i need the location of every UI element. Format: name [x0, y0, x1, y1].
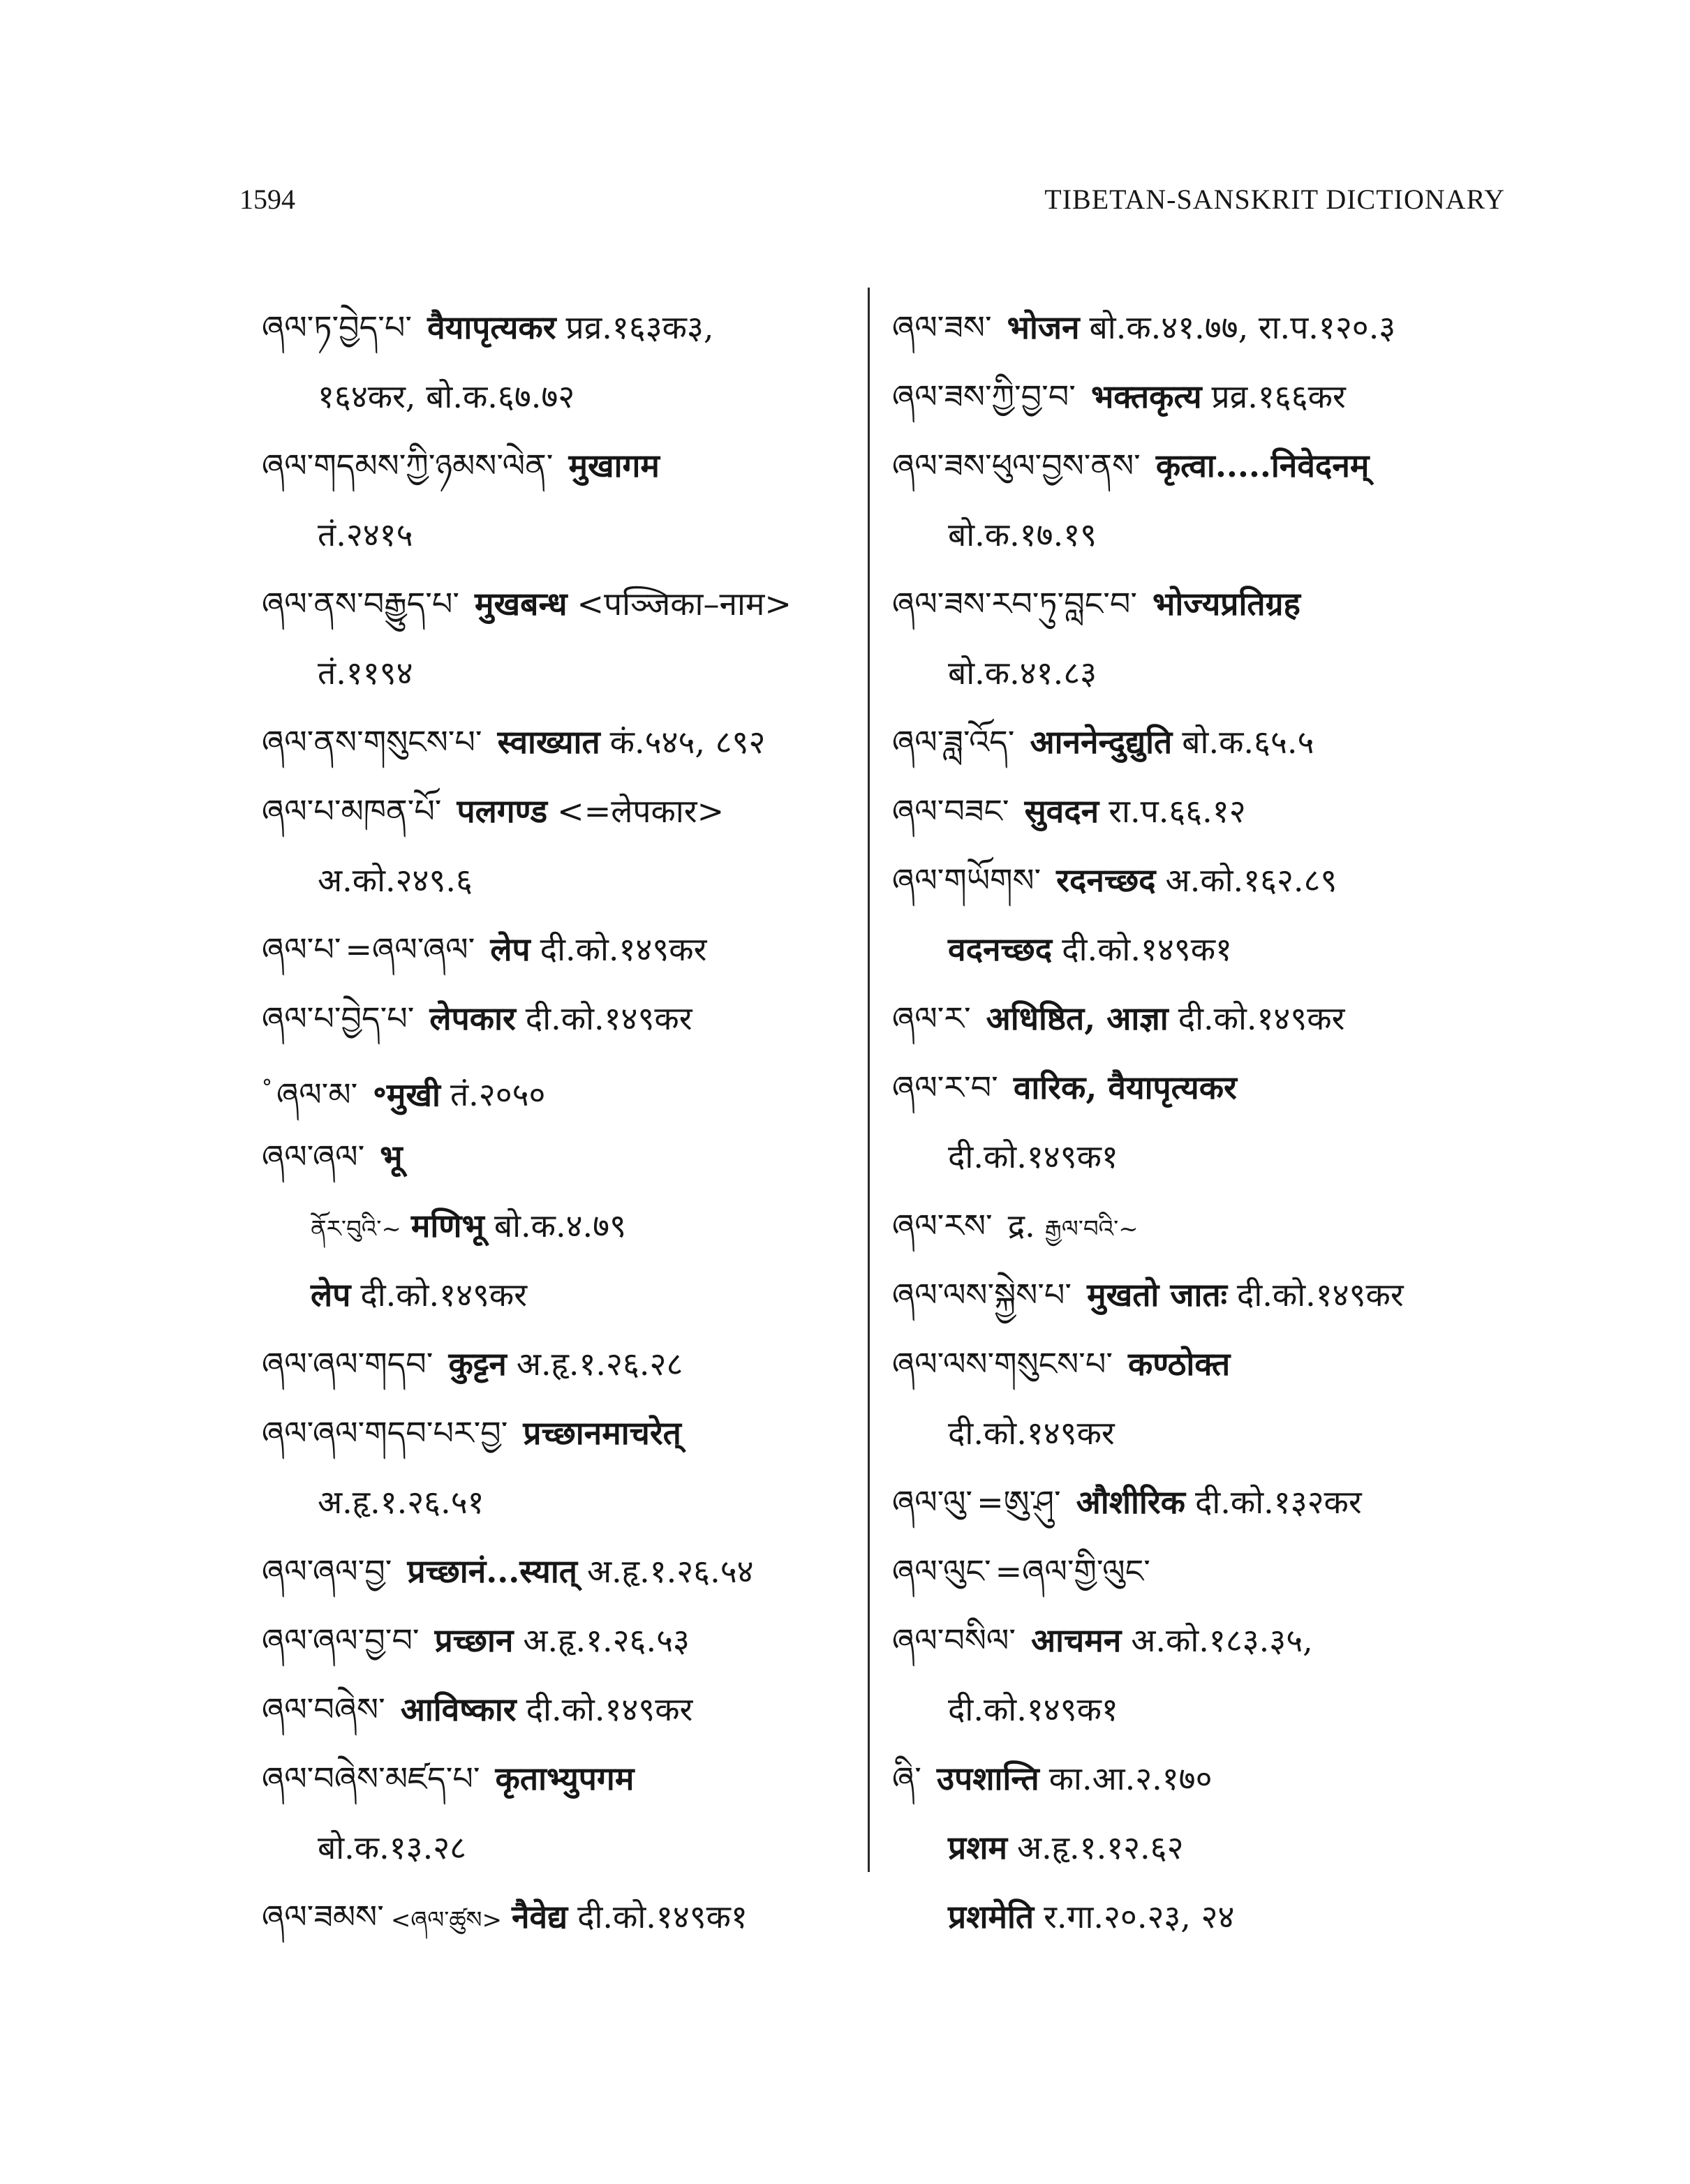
sanskrit-equivalent: लेप	[311, 1276, 351, 1314]
entry-continuation	[262, 846, 862, 915]
entry	[262, 1399, 862, 1468]
reference: दी.को.१४९कर	[526, 1691, 693, 1728]
entry	[892, 1191, 1520, 1261]
sanskrit-equivalent: प्रशम	[948, 1829, 1007, 1866]
entry-continuation	[262, 362, 862, 431]
reference: अ.को.१६२.८९	[1165, 861, 1337, 899]
reference: <पञ्जिका–नाम>	[577, 585, 792, 623]
sanskrit-equivalent: लेपकार	[429, 1000, 516, 1037]
entry	[892, 1537, 1520, 1606]
reference: अ.हृ.१.२६.५३	[523, 1621, 690, 1659]
running-head: TIBETAN-SANSKRIT DICTIONARY	[1044, 184, 1505, 215]
sanskrit-equivalent: वदनच्छद	[948, 930, 1053, 968]
sanskrit-equivalent: भू	[380, 1138, 403, 1175]
sanskrit-equivalent: आननेन्दुद्युति	[1030, 723, 1173, 761]
sanskrit-equivalent: नैवेद्य	[512, 1898, 568, 1936]
reference: दी.को.१४९कर	[525, 1000, 692, 1037]
sanskrit-equivalent: उपशान्ति	[936, 1760, 1039, 1797]
sanskrit-equivalent: लेप	[490, 930, 531, 968]
reference: बो.क.४.७९	[494, 1207, 627, 1245]
reference: अ.हृ.१.२६.५४	[587, 1552, 754, 1590]
entry	[262, 915, 862, 984]
entry-sub	[262, 1261, 862, 1330]
entry	[892, 1261, 1520, 1330]
tibetan-headword: ཞལ་རས་	[892, 1207, 993, 1245]
tibetan-headword: ཞལ་གདམས་ཀྱི་ཉམས་ལེན་	[262, 447, 554, 484]
entry-sub	[892, 1813, 1520, 1882]
tibetan-headword: ཞལ་པ་	[262, 930, 341, 968]
sanskrit-equivalent: वारिक, वैयापृत्यकर	[1013, 1069, 1237, 1106]
sanskrit-equivalent: भोज्यप्रतिग्रह	[1152, 585, 1300, 623]
tibetan-headword: ཞལ་ལུ་	[892, 1483, 973, 1521]
tibetan-headword: ཞལ་ཞལ་གདབ་པར་བྱ་	[262, 1414, 508, 1452]
tibetan-headword: ཞལ་ལུང་	[892, 1552, 991, 1590]
reference: र.गा.२०.२३, २४	[1044, 1898, 1235, 1936]
reference: बो.क.६५.५	[1182, 723, 1314, 761]
tibetan-headword: ཞལ་བཞེས་	[262, 1691, 385, 1728]
sanskrit-equivalent: प्रच्छानमाचरेत्	[523, 1414, 681, 1452]
sanskrit-equivalent: कण्ठोक्त	[1127, 1345, 1231, 1383]
tibetan-headword: ཞལ་ཟམས་	[262, 1898, 384, 1936]
tibetan-headword: ཞལ་ར་	[892, 1000, 971, 1037]
tibetan-headword: ཞལ་བཞེས་མཛད་པ་	[262, 1760, 480, 1797]
entry	[262, 1882, 862, 1952]
reference: प्रव्र.१६३क३,	[565, 309, 714, 346]
column-divider	[868, 288, 870, 1872]
entry-sub	[262, 1191, 862, 1261]
entry	[892, 1053, 1520, 1122]
sanskrit-equivalent: रदनच्छद	[1056, 861, 1156, 899]
tibetan-headword: ཞལ་ཞལ་	[262, 1138, 365, 1175]
entry	[262, 1053, 862, 1122]
reference: दी.को.१४९कर	[1236, 1276, 1404, 1314]
entry-sub	[892, 915, 1520, 984]
reference: दी.को.१३२कर	[1194, 1483, 1362, 1521]
reference: दी.को.१४९कर	[540, 930, 707, 968]
tibetan-headword: ཞལ་བསིལ་	[892, 1621, 1016, 1659]
sanskrit-equivalent: अधिष्ठित, आज्ञा	[986, 1000, 1169, 1037]
sanskrit-equivalent: भोजन	[1007, 309, 1080, 346]
reference: <=लेपकार>	[557, 792, 725, 830]
entry-sub	[892, 1882, 1520, 1952]
entry-continuation	[892, 639, 1520, 708]
tibetan-headword: ཞལ་ཟས་	[892, 309, 992, 346]
entry	[262, 708, 862, 777]
tibetan-headword: ཞལ་ཟས་ཕུལ་བྱས་ནས་	[892, 447, 1141, 484]
sanskrit-equivalent: सुवदन	[1024, 792, 1099, 830]
reference: का.आ.२.१७०	[1048, 1760, 1213, 1797]
entry-continuation	[262, 500, 862, 570]
tibetan-variant: <ཞལ་ཚུས>	[390, 1906, 502, 1934]
right-column	[892, 293, 1520, 1952]
reference: दी.को.१४९कर	[360, 1276, 528, 1314]
tibetan-headword: ཞལ་པ་བྱེད་པ་	[262, 1000, 415, 1037]
tibetan-headword: ཞལ་ལས་གསུངས་པ་	[892, 1345, 1113, 1383]
reference: १६४कर, बो.क.६७.७२	[318, 378, 575, 415]
sanskrit-equivalent: भक्तकृत्य	[1090, 378, 1202, 415]
sanskrit-equivalent: कृताभ्युपगम	[495, 1760, 635, 1797]
tibetan-headword: ཞལ་ར་བ་	[892, 1069, 998, 1106]
page-number: 1594	[239, 184, 295, 215]
reference: अ.हृ.१.२६.५१	[318, 1483, 484, 1521]
entry	[892, 846, 1520, 915]
sanskrit-equivalent: कृत्वा.....निवेदनम्	[1155, 447, 1370, 484]
entry-continuation	[892, 1399, 1520, 1468]
reference: बो.क.४१.८३	[948, 654, 1097, 692]
entry	[892, 777, 1520, 846]
cross-reference: =ཞལ་གྱི་ལུང་	[995, 1552, 1150, 1590]
tibetan-compound: ནོར་བུའི་~	[311, 1215, 401, 1243]
sanskrit-equivalent: प्रच्छान	[434, 1621, 514, 1659]
tibetan-headword: ཞལ་ཞལ་བྱ་བ་	[262, 1621, 420, 1659]
tibetan-headword: ཞལ་ཞལ་གདབ་	[262, 1345, 433, 1383]
entry	[262, 1675, 862, 1744]
tibetan-cross-reference: རྒྱལ་བའི་~	[1044, 1215, 1139, 1243]
tibetan-headword: ཞལ་ཞལ་བྱ་	[262, 1552, 392, 1590]
entry	[262, 1122, 862, 1191]
entry	[892, 1330, 1520, 1399]
entry	[262, 777, 862, 846]
entry	[892, 293, 1520, 362]
tibetan-headword: ཞལ་ནས་བརྒྱུད་པ་	[262, 585, 460, 623]
sanskrit-equivalent: मुखबन्ध	[475, 585, 568, 623]
reference: बो.क.१७.१९	[948, 516, 1097, 554]
reference: तं.२०५०	[450, 1076, 546, 1114]
reference: दी.को.१४९कर	[1178, 1000, 1345, 1037]
entry	[262, 570, 862, 639]
tibetan-headword: ཞི་	[892, 1760, 921, 1797]
sanskrit-equivalent: प्रशमेति	[948, 1898, 1035, 1936]
degree-mark: °	[262, 1076, 272, 1100]
tibetan-headword: ཞལ་ཟས་ཀྱི་བྱ་བ་	[892, 378, 1076, 415]
sanskrit-equivalent: स्वाख्यात	[497, 723, 600, 761]
tibetan-headword: ཞལ་གཡོགས་	[892, 861, 1042, 899]
reference: तं.११९४	[318, 654, 413, 692]
reference: अ.हृ.१.२६.२८	[516, 1345, 683, 1383]
entry	[892, 1606, 1520, 1675]
reference: दी.को.१४९क१	[577, 1898, 748, 1936]
left-column	[262, 293, 862, 1952]
reference: दी.को.१४९कर	[948, 1414, 1115, 1452]
sanskrit-equivalent: मुखागम	[568, 447, 660, 484]
see-also-marker: द्र.	[1007, 1207, 1035, 1245]
tibetan-headword: ཞལ་ལས་སྐྱེས་པ་	[892, 1276, 1072, 1314]
reference: दी.को.१४९क१	[948, 1691, 1118, 1728]
entry	[892, 708, 1520, 777]
entry	[892, 984, 1520, 1053]
sanskrit-equivalent: कुट्टन	[448, 1345, 507, 1383]
tibetan-headword: ཞལ་ཟླ་འོད་	[892, 723, 1015, 761]
entry	[892, 1744, 1520, 1813]
sanskrit-equivalent: मुखतो जातः	[1087, 1276, 1227, 1314]
entry	[262, 293, 862, 362]
entry	[892, 362, 1520, 431]
entry	[262, 1744, 862, 1813]
tibetan-headword: ཞལ་ཏ་བྱེད་པ་	[262, 309, 413, 346]
sanskrit-equivalent: औशीरिक	[1076, 1483, 1185, 1521]
tibetan-headword: ཞལ་ཟས་རབ་ཏུ་བླང་བ་	[892, 585, 1138, 623]
tibetan-headword: ཞལ་བཟང་	[892, 792, 1009, 830]
reference: कं.५४५, ८९२	[609, 723, 766, 761]
tibetan-headword: ཞལ་མ་	[276, 1076, 358, 1114]
entry-continuation	[262, 1468, 862, 1537]
tibetan-headword: ཞལ་ནས་གསུངས་པ་	[262, 723, 482, 761]
reference: बो.क.४१.७७, रा.प.१२०.३	[1089, 309, 1396, 346]
reference: रा.प.६६.१२	[1109, 792, 1246, 830]
cross-reference: =ཨུ་ཤུ་	[977, 1483, 1061, 1521]
entry	[262, 1537, 862, 1606]
entry-continuation	[262, 639, 862, 708]
entry-continuation	[262, 1813, 862, 1882]
reference: अ.को.१८३.३५,	[1131, 1621, 1313, 1659]
entry-continuation	[892, 1675, 1520, 1744]
reference: अ.को.२४९.६	[318, 861, 473, 899]
entry	[262, 984, 862, 1053]
entry	[892, 1468, 1520, 1537]
sanskrit-equivalent: मणिभू	[410, 1207, 484, 1245]
sanskrit-equivalent: आचमन	[1031, 1621, 1122, 1659]
reference: दी.को.१४९क१	[948, 1138, 1118, 1175]
entry	[892, 431, 1520, 500]
sanskrit-equivalent: वैयापृत्यकर	[427, 309, 556, 346]
tibetan-headword: ཞལ་པ་མཁན་པོ་	[262, 792, 442, 830]
reference: तं.२४१५	[318, 516, 413, 554]
entry	[262, 431, 862, 500]
sanskrit-equivalent: आविष्कार	[400, 1691, 517, 1728]
entry-continuation	[892, 500, 1520, 570]
entry	[262, 1330, 862, 1399]
cross-reference: =ཞལ་ཞལ་	[345, 930, 475, 968]
sanskrit-equivalent: ॰मुखी	[373, 1076, 440, 1114]
reference: प्रव्र.१६६कर	[1211, 378, 1346, 415]
entry	[892, 570, 1520, 639]
entry-continuation	[892, 1122, 1520, 1191]
sanskrit-equivalent: पलगण्ड	[457, 792, 548, 830]
reference: बो.क.१३.२८	[318, 1829, 467, 1866]
entry	[262, 1606, 862, 1675]
reference: दी.को.१४९क१	[1062, 930, 1232, 968]
sanskrit-equivalent: प्रच्छानं...स्यात्	[407, 1552, 577, 1590]
reference: अ.हृ.१.१२.६२	[1016, 1829, 1184, 1866]
